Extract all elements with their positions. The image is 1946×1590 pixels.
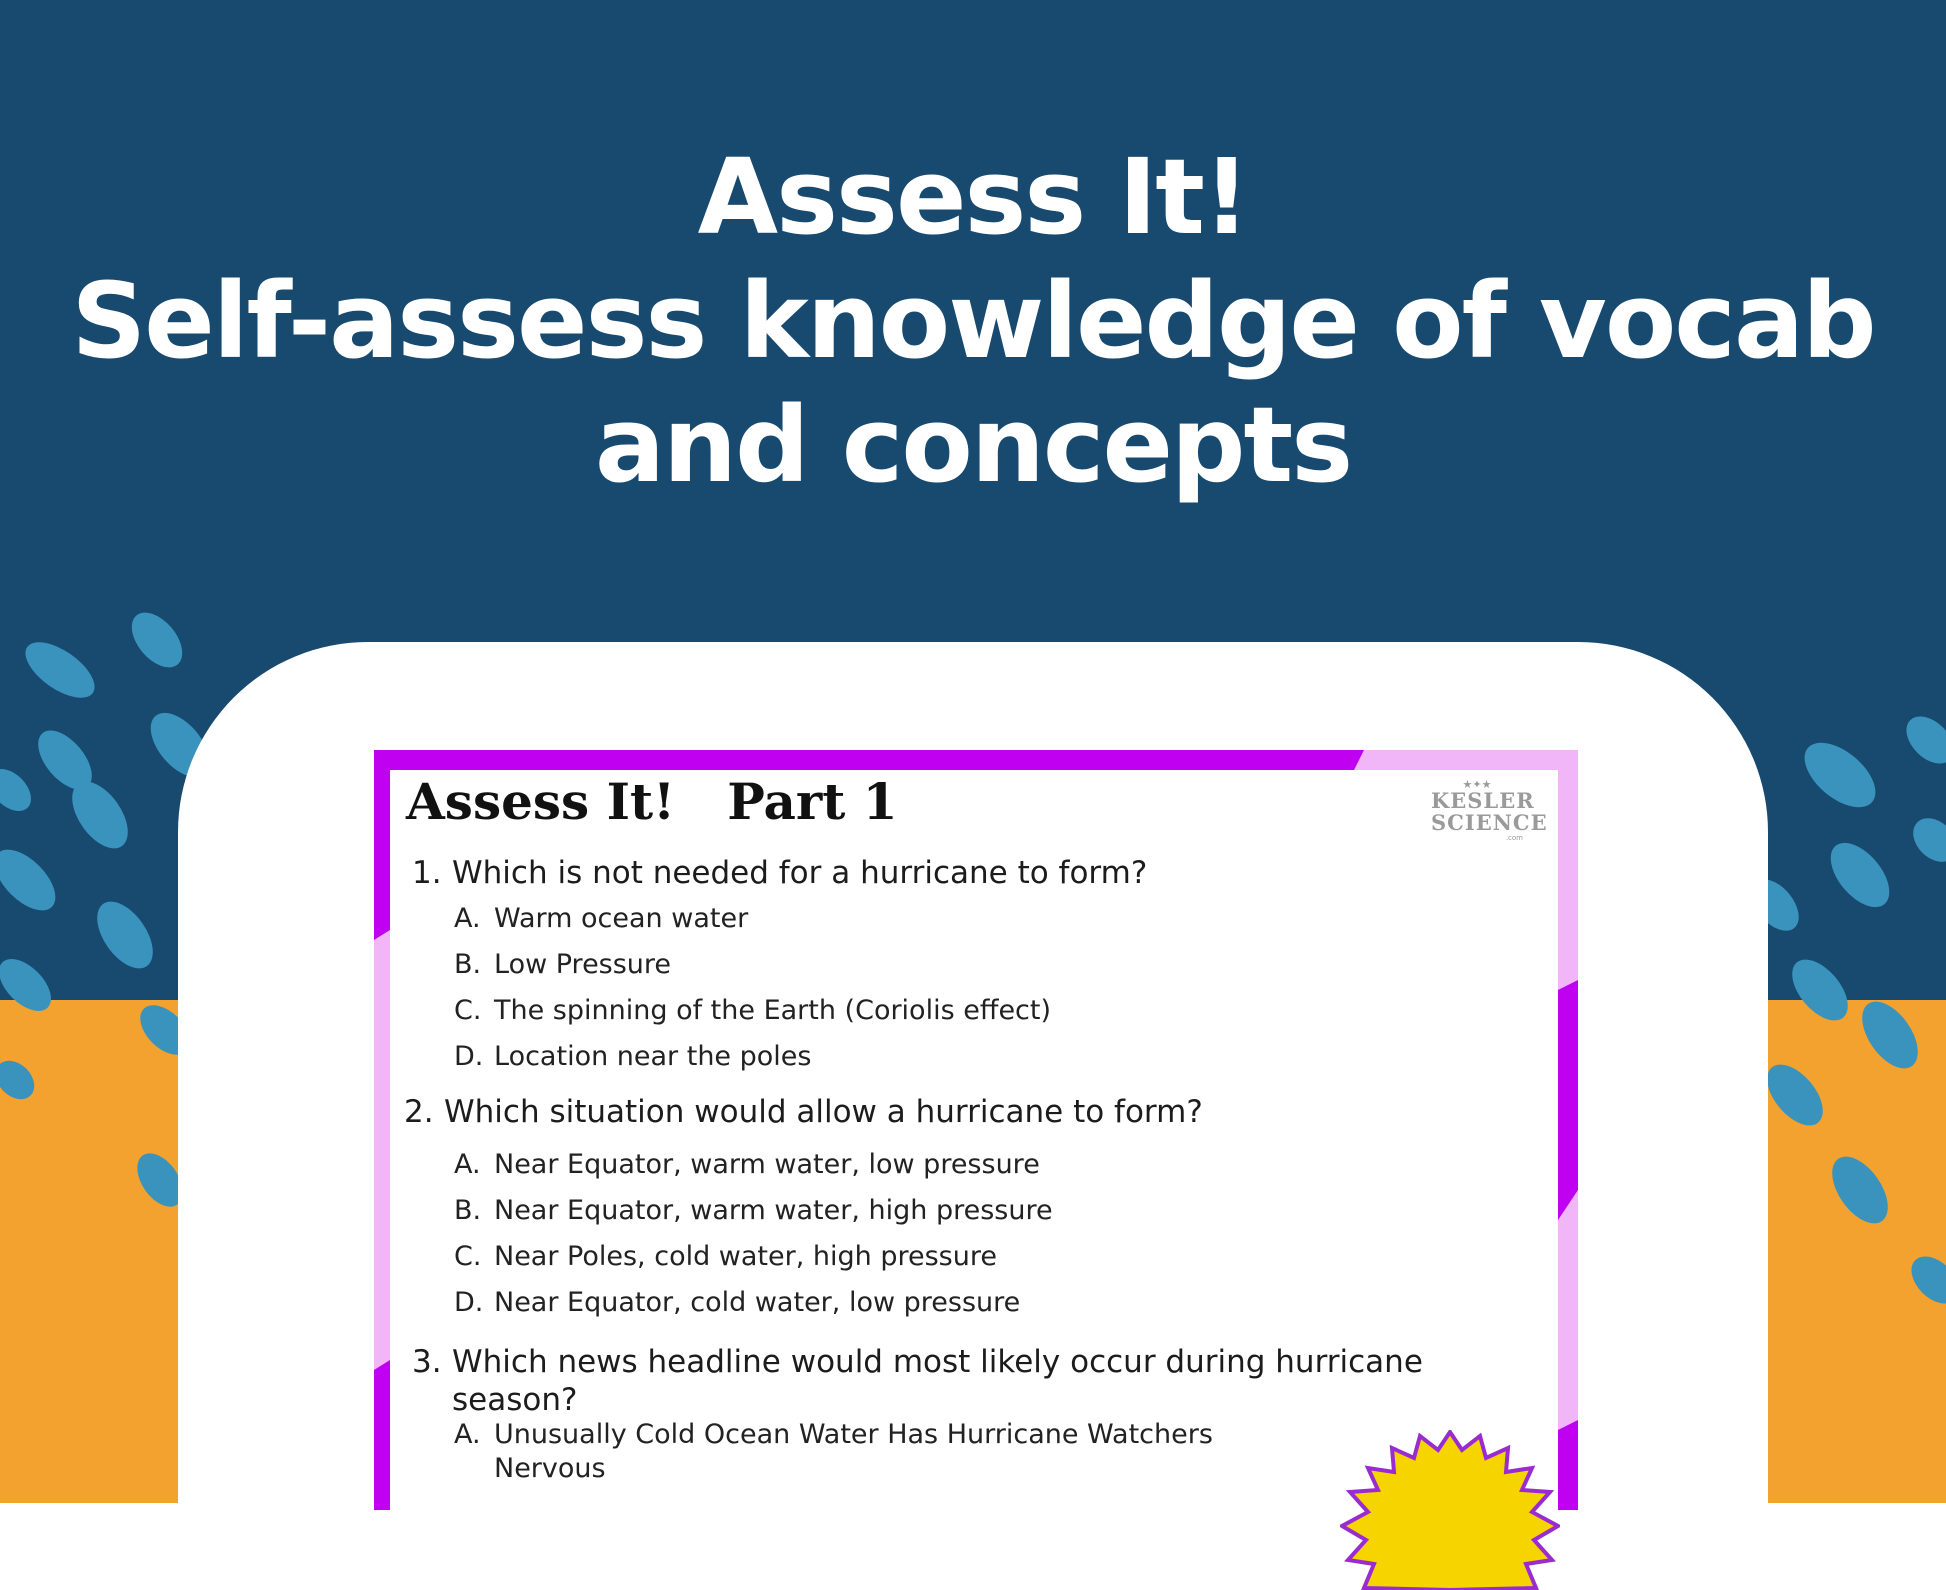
question-2-option-b: B. Near Equator, warm water, high pressure xyxy=(454,1195,1053,1226)
worksheet-slide xyxy=(374,750,1578,1510)
question-1-option-a: A. Warm ocean water xyxy=(454,903,749,934)
question-1: 1. Which is not needed for a hurricane to form? xyxy=(412,855,1148,891)
question-3-option-a: A. Unusually Cold Ocean Water Has Hurricane Watchers Nervous xyxy=(454,1419,1213,1484)
question-1-option-b: B. Low Pressure xyxy=(454,949,672,980)
headline xyxy=(0,135,1946,507)
question-2-option-d: D. Near Equator, cold water, low pressure xyxy=(454,1287,1021,1318)
stars-logo-icon: ★✦★ xyxy=(1462,778,1492,791)
question-1-option-d: D. Location near the poles xyxy=(454,1041,812,1072)
question-2-option-c: C. Near Poles, cold water, high pressure xyxy=(454,1241,997,1272)
headline-line-1: Assess It! xyxy=(697,136,1249,258)
headline-line-3: and concepts xyxy=(594,384,1352,506)
question-2-option-a: A. Near Equator, warm water, low pressure xyxy=(454,1149,1040,1180)
headline-line-2: Self-assess knowledge of vocab xyxy=(71,260,1875,382)
starburst-badge-icon xyxy=(1340,1430,1560,1590)
slide-title: Assess It! Part 1 xyxy=(406,772,898,831)
question-2: 2. Which situation would allow a hurricane to form? xyxy=(404,1094,1203,1130)
question-1-option-c: C. The spinning of the Earth (Coriolis effect) xyxy=(454,995,1052,1026)
question-3: 3. Which news headline would most likely occur during hurricane season? xyxy=(412,1344,1423,1418)
kesler-science-logo: ★✦★ KESLER SCIENCE .com xyxy=(1431,778,1548,842)
